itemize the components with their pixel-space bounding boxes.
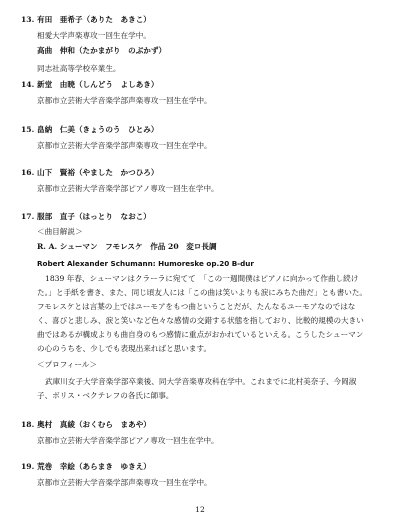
performer-name: 山下 賢裕（やました かつひろ） [37, 168, 159, 177]
performer-heading [21, 462, 151, 471]
performer-name: 高曲 伸和（たかまがり のぶかず） [37, 46, 167, 55]
page-number: 12 [195, 505, 205, 514]
performer-description: 同志社高等学校卒業生。 [37, 64, 121, 73]
piece-title: R. A. シューマン フモレスケ 作品 20 変ロ長調 [37, 242, 217, 251]
performer-name: 服部 直子（はっとり なおこ） [37, 212, 151, 221]
performer-heading [21, 80, 159, 89]
program-notes-heading: ＜曲目解説＞ [37, 227, 83, 236]
entry-number: 17. [21, 212, 35, 221]
performer-name: 有田 亜希子（ありた あきこ） [37, 15, 151, 24]
profile-heading: ＜プロフィール＞ [37, 360, 97, 369]
performer-description: 京都市立芸術大学音楽学部声楽専攻一回生在学中。 [37, 478, 212, 487]
performer-description: 京都市立芸術大学音楽学部声楽専攻一回生在学中。 [37, 141, 212, 150]
entry-number: 15. [21, 125, 35, 134]
performer-description: 京都市立芸術大学音楽学部声楽専攻一回生在学中。 [37, 96, 212, 105]
performer-name: 新堂 由暁（しんどう よしあき） [37, 80, 159, 89]
performer-description: 京都市立芸術大学音楽学部ピアノ専攻一回生在学中。 [37, 436, 219, 445]
entry-number: 14. [21, 80, 35, 89]
performer-description: 相愛大学声楽専攻一回生在学中。 [37, 31, 151, 40]
piece-title-english: Robert Alexander Schumann: Humoreske op.20 B-dur [37, 259, 254, 268]
entry-number: 16. [21, 168, 35, 177]
performer-heading [21, 15, 151, 24]
entry-number: 18. [21, 420, 35, 429]
entry-number: 19. [21, 462, 35, 471]
performer-heading [37, 46, 166, 55]
entry-number: 13. [21, 15, 35, 24]
performer-heading [21, 420, 151, 429]
performer-name: 荒巻 幸絵（あらまき ゆきえ） [37, 462, 151, 471]
performer-description: 京都市立芸術大学音楽学部ピアノ専攻一回生在学中。 [37, 184, 219, 193]
program-notes-text: 1839 年春、シューマンはクラーラに宛てて 「この一週間僕はピアノに向かって作曲し続けた。」と手紙を書き、また、同じ頃友人には「この曲は笑いよりも涙にみちた曲だ」とも書いた。フモレスケとは言葉の上ではユーモアをもつ曲ということだが、たんなるユーモアなのではなく、喜びと悲しみ、涙と笑いなど色々な感情の交錯する状態を指しており、比較的規模の大きい曲ではあるが構成よりも曲自身のもつ感情に重点がおかれているといえる。こうしたシューマンの心のうちを、少しでも表現出来ればと思います。 [37, 274, 368, 353]
performer-heading [21, 125, 159, 134]
profile-text: 武庫川女子大学音楽学部卒業後、同大学音楽専攻科在学中。これまでに北村美奈子、今岡淑子、ボリス・ベクテレフの各氏に師事。 [37, 377, 357, 400]
performer-name: 奥村 真綾（おくむら まあや） [37, 420, 151, 429]
performer-heading [21, 212, 151, 221]
performer-heading [21, 168, 159, 177]
performer-name: 畠納 仁美（きょうのう ひとみ） [37, 125, 159, 134]
